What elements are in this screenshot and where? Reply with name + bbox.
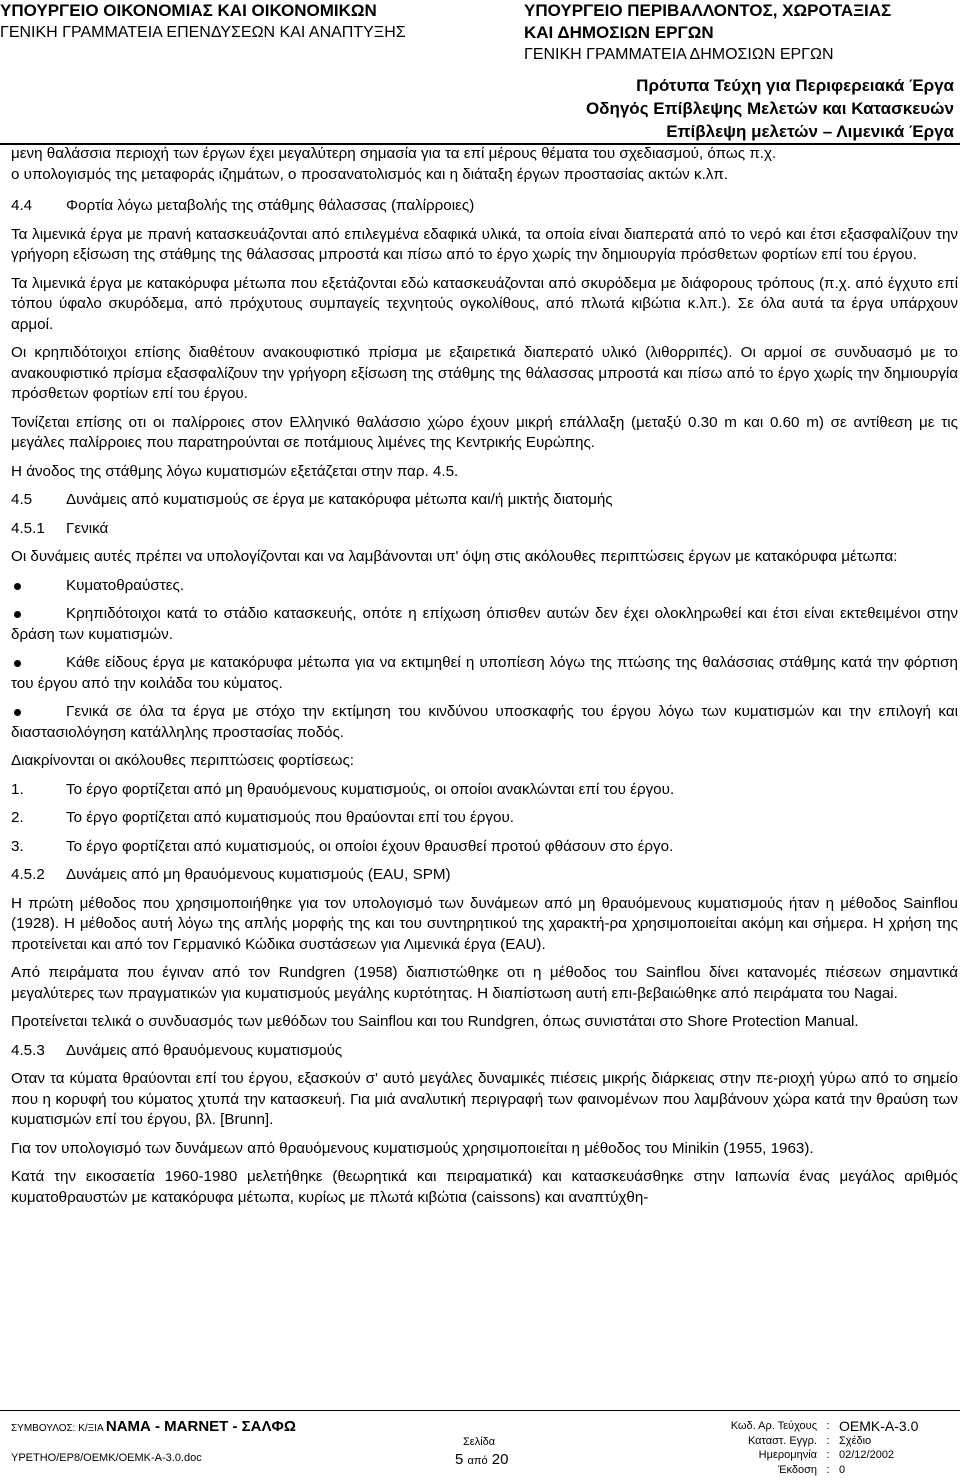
bullet-item — [11, 653, 958, 694]
meta-value: ΟΕΜΚ-Α-3.0 — [839, 1418, 919, 1434]
bullet-item — [11, 576, 958, 597]
section-number: 4.5.3 — [11, 1041, 45, 1059]
section-title: Δυνάμεις από κυματισμούς σε έργα με κατακόρυφα μέτωπα και/ή μικτής διατομής — [66, 491, 613, 508]
document-title-line3: Επίβλεψη μελετών – Λιμενικά Έργα — [666, 122, 954, 141]
numbered-item — [11, 837, 958, 858]
consultant-name: ΝΑΜΑ - MARNET - ΣΑΛΦΩ — [105, 1418, 296, 1435]
meta-label: Καταστ. Εγγρ. — [747, 1434, 817, 1447]
section-heading-4-5-2 — [11, 865, 958, 886]
section-number: 4.5.1 — [11, 519, 45, 537]
paragraph: Τονίζεται επίσης οτι οι παλίρροιες στον Ελληνικό θαλάσσιο χώρο έχουν μικρή επάλλαξη (μεταξύ 0.30 m και 0.60 m) σε αντίθεση με τις μεγάλες παλίρροιες που παρατηρούνται σε ποτάμιους λιμένες της Κεντρικής Ευρώπης. — [11, 413, 958, 451]
footer-page-number — [455, 1451, 508, 1468]
footer-divider — [0, 1410, 960, 1411]
paragraph: Τα λιμενικά έργα με κατακόρυφα μέτωπα που εξετάζονται εδώ κατασκευάζονται από σκυρόδεμα με διάφορους τρόπους (π.χ. από έγχυτο επί τόπου ύφαλο σκυρόδεμα, από πρόχυτους συμπαγείς τεχνητούς ογκολίθους, από πλωτά κιβώτια κ.λπ.). Σε όλα αυτά τα έργα υπάρχουν αρμοί. — [11, 274, 958, 333]
header-left-ministry: ΥΠΟΥΡΓΕΙΟ ΟΙΚΟΝΟΜΙΑΣ ΚΑΙ ΟΙΚΟΝΟΜΙΚΩΝ — [0, 1, 377, 20]
header-left-secretariat: ΓΕΝΙΚΗ ΓΡΑΜΜΑΤΕΙΑ ΕΠΕΝΔΥΣΕΩΝ ΚΑΙ ΑΝΑΠΤΥΞΗΣ — [0, 24, 406, 41]
footer-metadata — [713, 1419, 949, 1477]
meta-separator: : — [826, 1463, 830, 1476]
footer-consultant — [11, 1419, 296, 1437]
paragraph: Η πρώτη μέθοδος που χρησιμοποιήθηκε για τον υπολογισμό των δυνάμεων από μη θραυόμενους κυματισμούς ήταν η μέθοδος Sainflou (1928). Η μέθοδος αυτή λόγω της απλής μορφής της και του συντηρητικού της χαρακτή-ρα χρησιμοποιείται ακόμη και σήμερα. Η χρήση της προτείνεται και από τον Γερμανικό Κώδικα συστάσεων για Λιμενικά έργα (EAU). — [11, 894, 958, 953]
paragraph: Η άνοδος της στάθμης λόγω κυματισμών εξετάζεται στην παρ. 4.5. — [11, 462, 459, 480]
document-title-block — [586, 74, 954, 143]
bullet-text: Κρηπιδότοιχοι κατά το στάδιο κατασκευής, οπότε η επίχωση όπισθεν αυτών δεν έχει ολοκληρωθεί και έτσι είναι εκτεθειμένοι στην δράση των κυματισμών. — [11, 605, 958, 643]
section-heading-4-5-3 — [11, 1041, 958, 1062]
page-of: από — [467, 1455, 488, 1467]
header-right-ministry-line2: ΚΑΙ ΔΗΜΟΣΙΩΝ ΕΡΓΩΝ — [524, 23, 714, 42]
bullet-text: Κυματοθραύστες. — [66, 576, 185, 594]
meta-value: Σχέδιο — [839, 1434, 872, 1447]
header-right-ministry-line1: ΥΠΟΥΡΓΕΙΟ ΠΕΡΙΒΑΛΛΟΝΤΟΣ, ΧΩΡΟΤΑΞΙΑΣ — [524, 1, 892, 20]
section-title: Γενικά — [66, 519, 109, 537]
paragraph: Οι δυνάμεις αυτές πρέπει να υπολογίζονται και να λαμβάνονται υπ' όψη στις ακόλουθες περιπτώσεις έργων με κατακόρυφα μέτωπα: — [11, 548, 898, 565]
section-title: Δυνάμεις από θραυόμενους κυματισμούς — [66, 1041, 343, 1059]
section-title: Δυνάμεις από μη θραυόμενους κυματισμούς (EAU, SPM) — [66, 866, 451, 883]
paragraph: Διακρίνονται οι ακόλουθες περιπτώσεις φορτίσεως: — [11, 752, 355, 769]
item-text: Το έργο φορτίζεται από κυματισμούς που θραύονται επί του έργου. — [66, 809, 514, 826]
consultant-label: ΣΥΜΒΟΥΛΟΣ: Κ/ΞΙΑ — [11, 1423, 104, 1434]
page-total: 20 — [491, 1451, 509, 1468]
meta-label: Ημερομηνία — [758, 1449, 817, 1461]
bullet-item — [11, 702, 958, 743]
section-number: 4.4 — [11, 197, 33, 214]
meta-label: Έκδοση — [777, 1463, 817, 1476]
footer-page-label: Σελίδα — [463, 1436, 496, 1448]
intro-line-2: ο υπολογισμός της μεταφοράς ιζημάτων, ο προσανατολισμός και η διάταξη έργων προστασίας ακτών κ.λπ. — [11, 165, 729, 183]
header-left — [0, 0, 480, 43]
bullet-icon — [14, 709, 21, 716]
intro-line-1: μενη θαλάσσια περιοχή των έργων έχει μεγαλύτερη σημασία για τα επί μέρους θέματα του σχεδιασμού, όπως π.χ. — [11, 145, 777, 162]
document-title-line1: Πρότυπα Τεύχη για Περιφερειακά Έργα — [636, 76, 954, 95]
meta-label: Κωδ. Αρ. Τεύχους — [730, 1420, 817, 1432]
numbered-item — [11, 780, 958, 801]
section-title: Φορτία λόγω μεταβολής της στάθμης θάλασσας (παλίρροιες) — [66, 197, 475, 214]
meta-separator: : — [826, 1449, 830, 1461]
paragraph: Τα λιμενικά έργα με πρανή κατασκευάζονται από επιλεγμένα εδαφικά υλικά, τα οποία είναι διαπερατά από το νερό και έτσι εξασφαλίζουν την γρήγορη εξίσωση της στάθμης της θάλασσας μπροστά και πίσω από το έργο χωρίς την δημιουργία πρόσθετων φορτίων επί του έργου. — [11, 225, 958, 263]
item-text: Το έργο φορτίζεται από μη θραυόμενους κυματισμούς, οι οποίοι ανακλώνται επί του έργου. — [66, 780, 675, 798]
numbered-item — [11, 808, 958, 829]
meta-value: 02/12/2002 — [839, 1449, 895, 1461]
document-body — [11, 144, 958, 1208]
meta-row-code — [713, 1419, 949, 1434]
bullet-icon — [14, 611, 21, 618]
bullet-text: Κάθε είδους έργα με κατακόρυφα μέτωπα για να εκτιμηθεί η υποπίεση λόγω της πτώσης της θαλάσσιας στάθμης κατά την φόρτιση του έργου από την κοιλάδα του κύματος. — [11, 654, 958, 692]
section-number: 4.5.2 — [11, 866, 45, 883]
meta-row-edition — [713, 1463, 949, 1478]
item-text: Το έργο φορτίζεται από κυματισμούς, οι οποίοι έχουν θραυσθεί προτού φθάσουν στο έργο. — [66, 837, 674, 855]
meta-row-date — [713, 1448, 949, 1463]
meta-separator: : — [826, 1420, 830, 1432]
page-current: 5 — [455, 1451, 464, 1468]
paragraph: Οι κρηπιδότοιχοι επίσης διαθέτουν ανακουφιστικό πρίσμα με εξαιρετικά διαπερατό υλικό (λιθορριπές). Οι αρμοί σε συνδυασμό με το ανακουφιστικό πρίσμα εξασφαλίζουν την γρήγορη εξίσωση της στάθμης της θάλασσας μπροστά και πίσω από το έργο χωρίς την δημιουργία πρόσθετων φορτίων επί του έργου. — [11, 344, 958, 402]
section-heading-4-5 — [11, 490, 958, 511]
bullet-icon — [14, 660, 21, 667]
paragraph: Κατά την εικοσαετία 1960-1980 μελετήθηκε (θεωρητικά και πειραματικά) και κατασκευάσθηκε στην Ιαπωνία ένας μεγάλος αριθμός κυματοθραυστών με κατακόρυφα μέτωπα, κυρίως με πλωτά κιβώτια (caissons) και αναπτύχθη- — [11, 1168, 958, 1206]
paragraph: Οταν τα κύματα θραύονται επί του έργου, εξασκούν σ' αυτό μεγάλες δυναμικές πιέσεις μικρής διάρκειας στην πε-ριοχή γύρω από το σημείο που η κορυφή του κύματος χτυπά την κατασκευή. Για μιά αναλυτική περιγραφή των φαινομένων που λαμβάνουν χώρα κατά την θραύση των κυματισμών επί του έργου, βλ. [Brunn]. — [11, 1070, 958, 1128]
footer-doc-path: ΥΡΕΤΗΟ/ΕΡ8/ΟΕΜΚ/ΟΕΜΚ-Α-3.0.doc — [11, 1452, 202, 1464]
meta-value: 0 — [839, 1463, 846, 1476]
meta-row-status — [713, 1434, 949, 1449]
paragraph: Από πειράματα που έγιναν από τον Rundgren (1958) διαπιστώθηκε οτι η μέθοδος του Sainflou δίνει κατανομές πιέσεων σημαντικά μεγαλύτερες των πραγματικών για κυματισμούς μεγάλης κυρτότητας. Η διαπίστωση αυτή επι-βεβαιώθηκε από πειράματα του Nagai. — [11, 964, 958, 1002]
item-number: 2. — [11, 809, 24, 826]
meta-separator: : — [826, 1434, 830, 1447]
paragraph: Για τον υπολογισμό των δυνάμεων από θραυόμενους κυματισμούς χρησιμοποιείται η μέθοδος του Minikin (1955, 1963). — [11, 1139, 814, 1157]
section-heading-4-5-1 — [11, 519, 958, 540]
item-number: 3. — [11, 837, 24, 855]
bullet-icon — [14, 583, 21, 590]
bullet-item — [11, 604, 958, 645]
item-number: 1. — [11, 780, 24, 798]
section-heading-4-4 — [11, 196, 958, 217]
header-right — [524, 0, 960, 65]
document-title-line2: Οδηγός Επίβλεψης Μελετών και Κατασκευών — [585, 99, 954, 118]
section-number: 4.5 — [11, 491, 33, 508]
paragraph: Προτείνεται τελικά ο συνδυασμός των μεθόδων του Sainflou και του Rundgren, όπως συνιστάται στο Shore Protection Manual. — [11, 1013, 859, 1030]
bullet-text: Γενικά σε όλα τα έργα με στόχο την εκτίμηση του κινδύνου υποσκαφής του έργου λόγω των κυματισμών και την επιλογή και διαστασιολόγηση κατάλληλης προστασίας ποδός. — [11, 703, 958, 741]
header-right-secretariat: ΓΕΝΙΚΗ ΓΡΑΜΜΑΤΕΙΑ ΔΗΜΟΣΙΩΝ ΕΡΓΩΝ — [524, 46, 834, 63]
